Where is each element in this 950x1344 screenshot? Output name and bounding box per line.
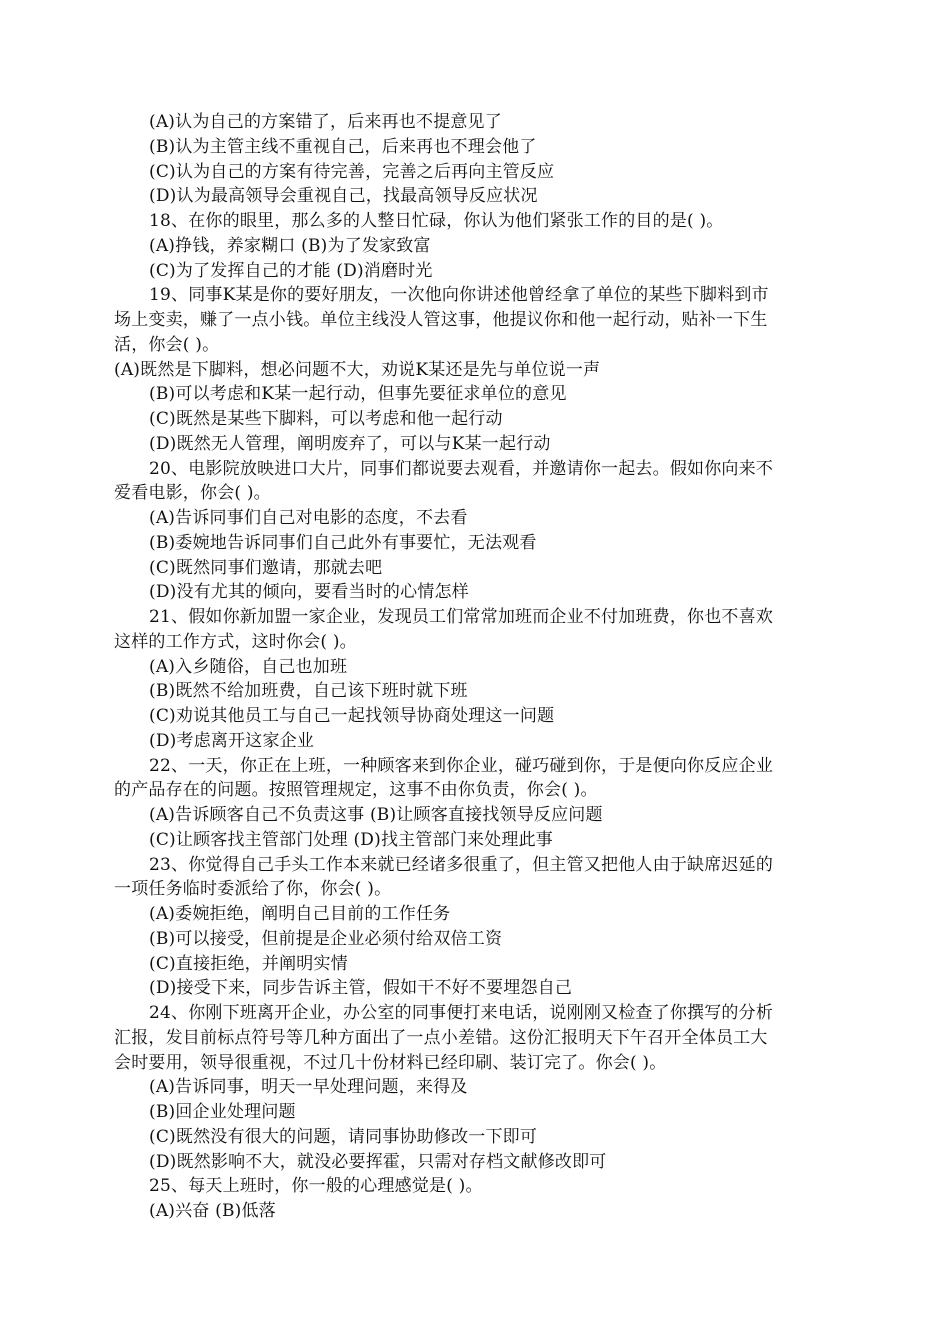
- text-line: (A)告诉同事们自己对电影的态度，不去看: [149, 508, 468, 528]
- text-line: (D)既然影响不大，就没必要挥霍，只需对存档文献修改即可: [149, 1151, 607, 1172]
- text-line: (A)入乡随俗，自己也加班: [149, 656, 348, 677]
- text-line: (A)告诉同事，明天一早处理问题，来得及: [149, 1077, 468, 1098]
- text-line: 汇报，发目前标点符号等几种方面出了一点小差错。这份汇报明天下午召开全体员工大: [114, 1027, 768, 1048]
- text-line: 21、假如你新加盟一家企业，发现员工们常常加班而企业不付加班费，你也不喜欢: [149, 607, 774, 627]
- text-line: (C)既然是某些下脚料，可以考虑和他一起行动: [149, 409, 503, 429]
- text-line: 24、你刚下班离开企业，办公室的同事便打来电话，说刚刚又检查了你撰写的分析: [149, 1003, 774, 1023]
- text-line: 爱看电影，你会( )。: [114, 483, 271, 504]
- text-line: (D)考虑离开这家企业: [149, 730, 315, 751]
- text-line: (C)劝说其他员工与自己一起找领导协商处理这一问题: [149, 706, 555, 726]
- text-line: (D)既然无人管理，阐明废弃了，可以与K某一起行动: [149, 433, 551, 454]
- text-line: 活，你会( )。: [114, 334, 220, 355]
- text-line: 场上变卖，赚了一点小钱。单位主线没人管这事，他提议你和他一起行动，贴补一下生: [114, 310, 768, 330]
- document-page: [0, 110, 950, 1224]
- text-line: 20、电影院放映进口大片，同事们都说要去观看，并邀请你一起去。假如你向来不: [149, 458, 774, 479]
- text-line: (C)为了发挥自己的才能 (D)消磨时光: [149, 260, 433, 281]
- text-line: (C)让顾客找主管部门处理 (D)找主管部门来处理此事: [149, 829, 553, 850]
- text-line: (B)既然不给加班费，自己该下班时就下班: [149, 681, 468, 702]
- text-line: (B)可以接受，但前提是企业必须付给双倍工资: [149, 928, 503, 949]
- text-line: (A)告诉顾客自己不负责这事 (B)让顾客直接找领导反应问题: [149, 805, 603, 825]
- text-line: (D)认为最高领导会重视自己，找最高领导反应状况: [149, 186, 538, 207]
- text-line: 这样的工作方式，这时你会( )。: [114, 631, 357, 652]
- text-line: 一项任务临时委派给了你，你会( )。: [114, 879, 392, 900]
- text-line: 的产品存在的问题。按照管理规定，这事不由你负责，你会( )。: [114, 780, 598, 801]
- text-line: (C)既然同事们邀请，那就去吧: [149, 557, 383, 578]
- text-line: (B)委婉地告诉同事们自己此外有事要忙，无法观看: [149, 532, 537, 553]
- text-line: (C)既然没有很大的问题，请同事协助修改一下即可: [149, 1126, 538, 1147]
- text-line: 23、你觉得自己手头工作本来就已经诸多很重了，但主管又把他人由于缺席迟延的: [149, 854, 774, 875]
- text-line: (A)既然是下脚料，想必问题不大，劝说K某还是先与单位说一声: [114, 359, 601, 380]
- text-line: (B)可以考虑和K某一起行动，但事先要征求单位的意见: [149, 384, 567, 405]
- text-line: (A)挣钱，养家糊口 (B)为了发家致富: [149, 235, 431, 256]
- text-line: (D)没有尤其的倾向，要看当时的心情怎样: [149, 582, 469, 603]
- text-line: 19、同事K某是你的要好朋友，一次他向你讲述他曾经拿了单位的某些下脚料到市: [149, 285, 769, 306]
- text-line: 18、在你的眼里，那么多的人整日忙碌，你认为他们紧张工作的目的是( )。: [149, 211, 724, 231]
- text-line: 22、一天，你正在上班，一种顾客来到你企业，碰巧碰到你，于是便向你反应企业: [149, 755, 774, 776]
- text-line: (B)认为主管主线不重视自己，后来再也不理会他了: [149, 136, 537, 157]
- text-line: (C)直接拒绝，并阐明实情: [149, 953, 348, 974]
- text-line: (A)兴奋 (B)低落: [149, 1201, 276, 1221]
- text-line: 会时要用，领导很重视，不过几十份材料已经印刷、装订完了。你会( )。: [114, 1052, 667, 1073]
- text-line: (A)认为自己的方案错了，后来再也不提意见了: [149, 112, 502, 132]
- text-line: (B)回企业处理问题: [149, 1102, 296, 1122]
- text-line: (C)认为自己的方案有待完善，完善之后再向主管反应: [149, 161, 555, 182]
- text-line: 25、每天上班时，你一般的心理感觉是( )。: [149, 1176, 483, 1197]
- text-line: (D)接受下来，同步告诉主管，假如干不好不要埋怨自己: [149, 978, 573, 999]
- text-line: (A)委婉拒绝，阐明自己目前的工作任务: [149, 904, 451, 924]
